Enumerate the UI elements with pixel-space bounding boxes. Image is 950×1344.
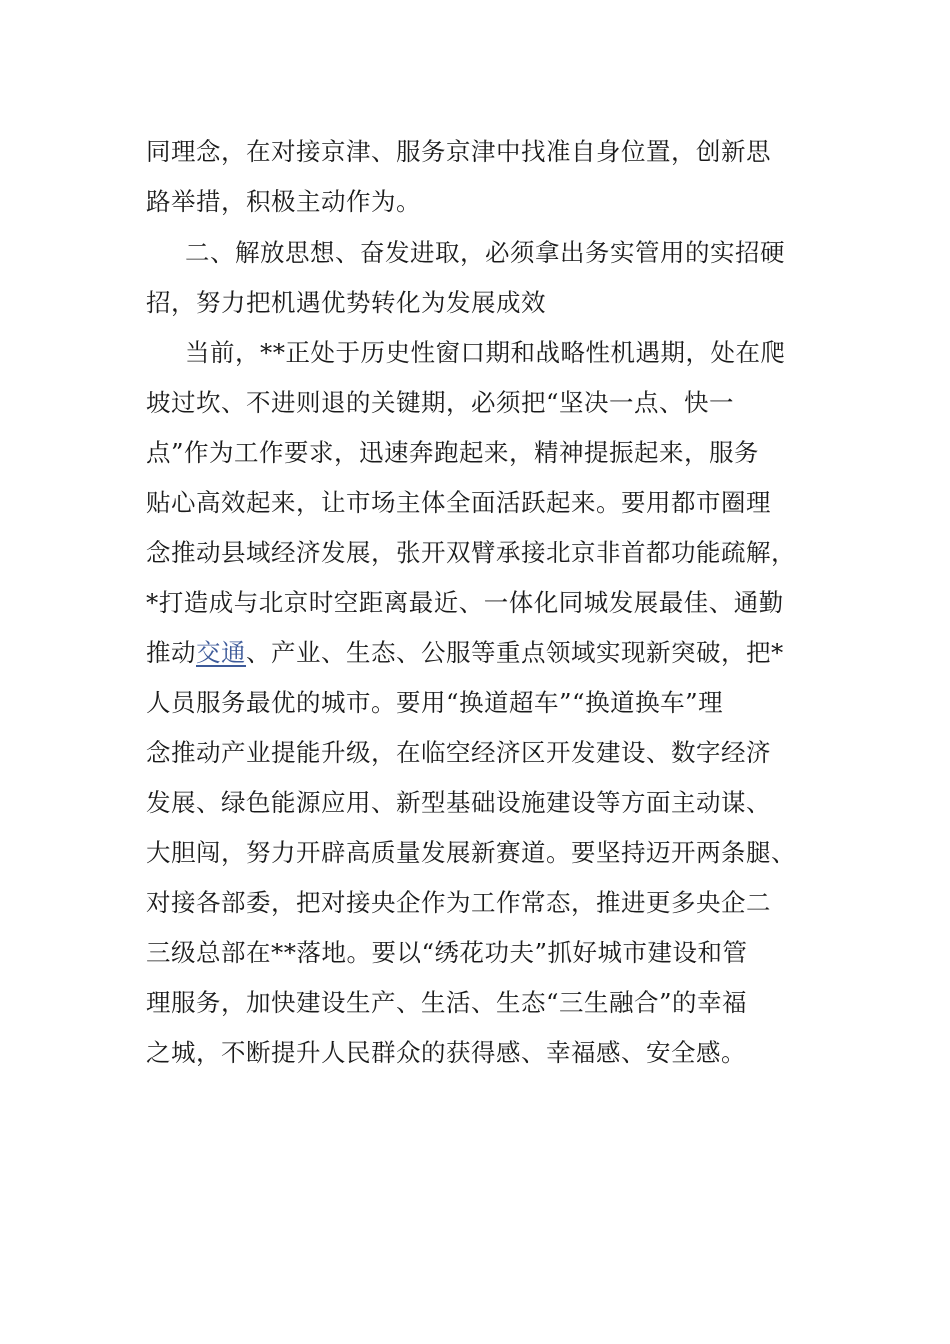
- line-prefix: 推动: [146, 638, 196, 667]
- paragraph-2-line-6: *打造成与北京时空距离最近、一体化同城发展最佳、通勤: [146, 588, 784, 617]
- paragraph-2-line-13: 三级总部在**落地。要以“绣花功夫”抓好城市建设和管: [146, 938, 748, 967]
- paragraph-2-line-8: 人员服务最优的城市。要用“换道超车”“换道换车”理: [146, 688, 724, 717]
- paragraph-2-line-2: 坡过坎、不进则退的关键期，必须把“坚决一点、快一: [146, 388, 735, 417]
- section-heading-line-1: 二、解放思想、奋发进取，必须拿出务实管用的实招硬: [185, 238, 785, 267]
- paragraph-2-line-15: 之城，不断提升人民群众的获得感、幸福感、安全感。: [146, 1038, 746, 1067]
- paragraph-2-line-7: [146, 636, 784, 670]
- paragraph-2-line-4: 贴心高效起来，让市场主体全面活跃起来。要用都市圈理: [146, 488, 771, 517]
- line-suffix: 、产业、生态、公服等重点领域实现新突破，把*: [246, 638, 784, 667]
- traffic-link[interactable]: 交通: [196, 638, 246, 667]
- paragraph-2-line-3: 点”作为工作要求，迅速奔跑起来，精神提振起来，服务: [146, 438, 760, 467]
- section-heading-line-2: 招，努力把机遇优势转化为发展成效: [146, 288, 546, 317]
- paragraph-2-line-1: 当前，**正处于历史性窗口期和战略性机遇期，处在爬: [185, 338, 786, 367]
- paragraph-1-line-1: 同理念，在对接京津、服务京津中找准自身位置，创新思: [146, 137, 771, 166]
- paragraph-2-line-9: 念推动产业提能升级，在临空经济区开发建设、数字经济: [146, 738, 771, 767]
- paragraph-1-line-2: 路举措，积极主动作为。: [146, 187, 421, 216]
- paragraph-2-line-12: 对接各部委，把对接央企作为工作常态，推进更多央企二: [146, 888, 771, 917]
- paragraph-2-line-11: 大胆闯，努力开辟高质量发展新赛道。要坚持迈开两条腿、: [146, 838, 796, 867]
- paragraph-2-line-14: 理服务，加快建设生产、生活、生态“三生融合”的幸福: [146, 988, 748, 1017]
- paragraph-2-line-10: 发展、绿色能源应用、新型基础设施建设等方面主动谋、: [146, 788, 771, 817]
- paragraph-2-line-5: 念推动县域经济发展，张开双臂承接北京非首都功能疏解，: [146, 538, 796, 567]
